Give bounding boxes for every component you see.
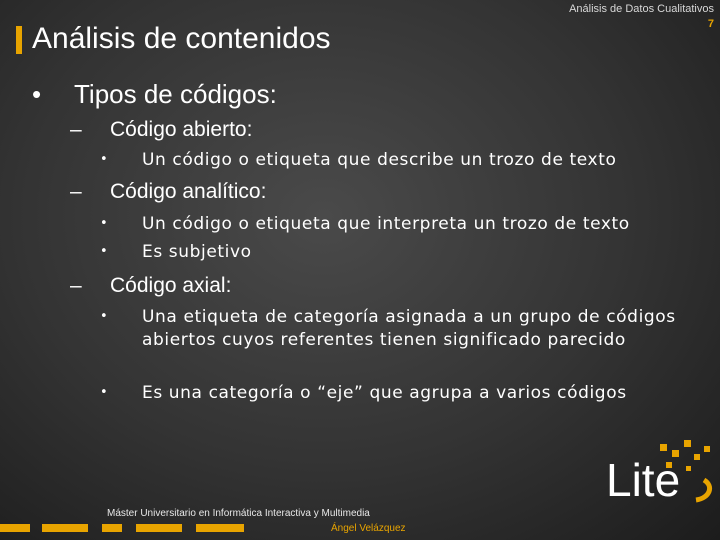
list-item-text: Es una categoría o “eje” que agrupa a varios códigos <box>142 383 627 403</box>
list-item-text: Una etiqueta de categoría asignada a un grupo de códigos abiertos cuyos referentes tienen significado parecido <box>142 307 676 350</box>
subheading-text: Código axial: <box>110 274 232 297</box>
bullet-marker: • <box>100 309 109 324</box>
footer-author: Ángel Velázquez <box>331 523 406 534</box>
bullet-marker: • <box>100 385 109 400</box>
subheading-text: Código analítico: <box>110 180 267 203</box>
slide-title: Análisis de contenidos <box>32 22 331 55</box>
page-number: 7 <box>707 18 714 30</box>
bullet-marker: • <box>100 216 109 231</box>
bullet-marker: • <box>100 244 109 259</box>
bullet-text: Tipos de códigos: <box>74 79 277 109</box>
list-item-text: Un código o etiqueta que describe un trozo de texto <box>142 150 617 170</box>
bullet-marker: • <box>32 79 42 109</box>
course-name: Análisis de Datos Cualitativos <box>569 3 714 15</box>
dash-marker: – <box>70 180 82 203</box>
bullet-marker: • <box>100 152 109 167</box>
footer-program: Máster Universitario en Informática Interactiva y Multimedia <box>107 508 370 519</box>
list-item-text: Un código o etiqueta que interpreta un trozo de texto <box>142 214 630 234</box>
lite-logo <box>600 436 718 532</box>
decorative-bars <box>0 524 250 534</box>
logo-text: Lite <box>606 454 681 506</box>
list-item-text: Es subjetivo <box>142 242 252 262</box>
title-accent-bar <box>16 26 22 54</box>
dash-marker: – <box>70 274 82 297</box>
dash-marker: – <box>70 118 82 141</box>
subheading-text: Código abierto: <box>110 118 253 141</box>
